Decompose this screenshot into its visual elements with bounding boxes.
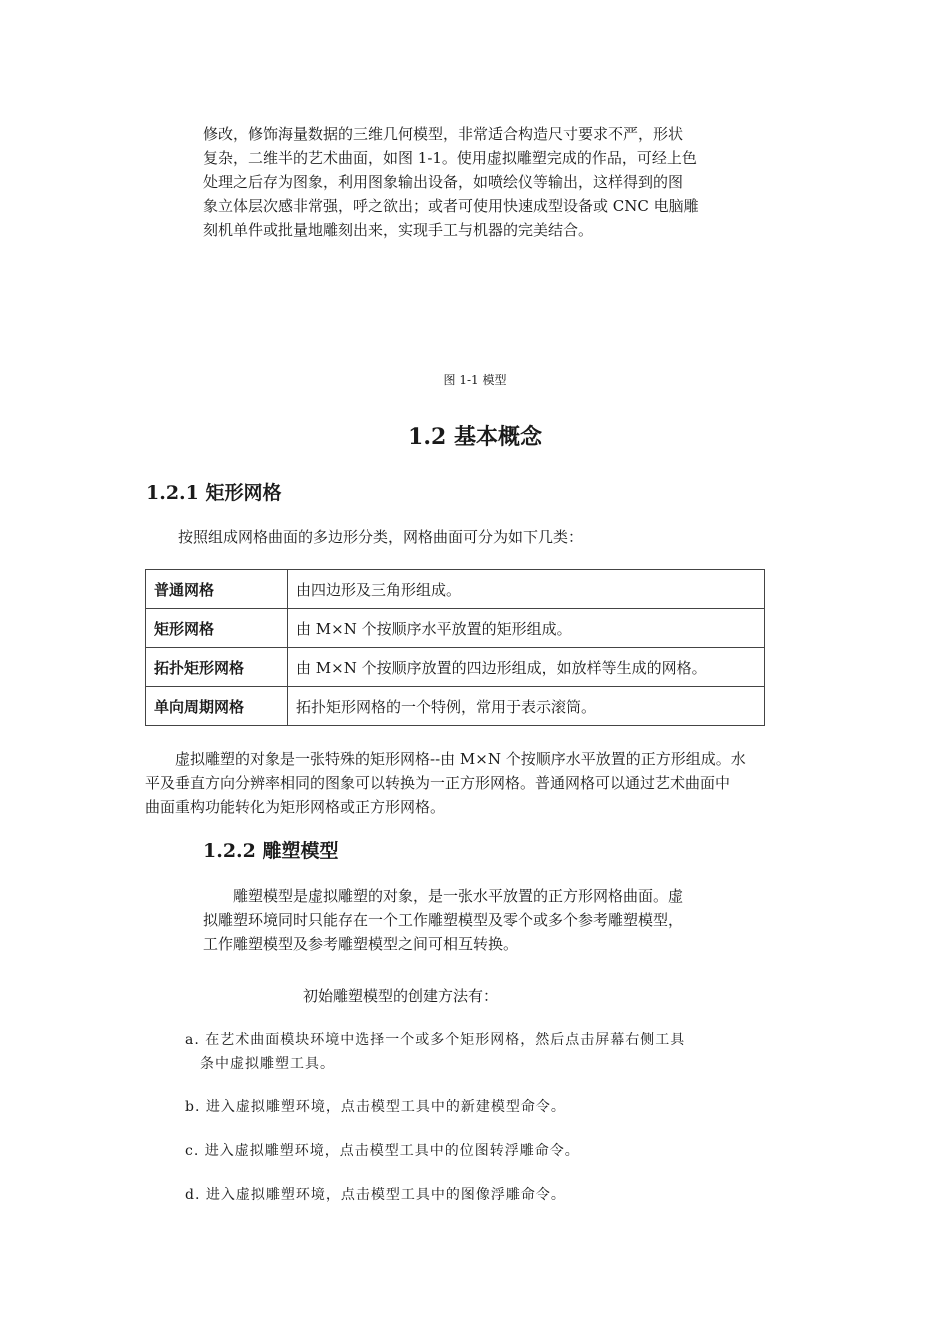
intro-line: 复杂，二维半的艺术曲面，如图 1-1。使用虚拟雕塑完成的作品，可经上色 <box>203 149 697 167</box>
table-desc: 由 M×N 个按顺序放置的四边形组成，如放样等生成的网格。 <box>288 648 765 687</box>
paragraph-line: 曲面重构功能转化为矩形网格或正方形网格。 <box>145 798 446 816</box>
intro-line: 处理之后存为图象，利用图象输出设备，如喷绘仪等输出，这样得到的图 <box>203 173 684 191</box>
list-item <box>185 1139 580 1163</box>
paragraph-line: 平及垂直方向分辨率相同的图象可以转换为一正方形网格。普通网格可以通过艺术曲面中 <box>145 774 731 792</box>
intro-paragraph <box>203 122 748 242</box>
list-item-line: 条中虚拟雕塑工具。 <box>200 1056 335 1072</box>
figure-caption: 图 1-1 模型 <box>443 373 507 387</box>
table-term: 拓扑矩形网格 <box>146 648 288 687</box>
sculpt-model-paragraph <box>203 884 763 956</box>
table-term: 单向周期网格 <box>146 687 288 726</box>
table-row <box>146 687 765 726</box>
table-row <box>146 648 765 687</box>
lead-text: 按照组成网格曲面的多边形分类，网格曲面可分为如下几类： <box>178 528 584 546</box>
creation-methods-intro: 初始雕塑模型的创建方法有： <box>303 987 499 1005</box>
table-row <box>146 570 765 609</box>
subsection-heading-sculpt-model: 1.2.2 雕塑模型 <box>203 840 339 862</box>
table-desc: 由 M×N 个按顺序水平放置的矩形组成。 <box>288 609 765 648</box>
intro-line: 刻机单件或批量地雕刻出来，实现手工与机器的完美结合。 <box>203 221 594 239</box>
paragraph-line: 工作雕塑模型及参考雕塑模型之间可相互转换。 <box>203 935 519 953</box>
grid-types-table <box>145 569 765 726</box>
list-item <box>185 1183 566 1207</box>
rect-grid-paragraph <box>145 747 810 819</box>
list-item <box>185 1028 685 1076</box>
paragraph-line: 虚拟雕塑的对象是一张特殊的矩形网格--由 M×N 个按顺序水平放置的正方形组成。水 <box>145 750 746 768</box>
section-heading: 1.2 基本概念 <box>408 424 542 450</box>
list-item-line: c. 进入虚拟雕塑环境，点击模型工具中的位图转浮雕命令。 <box>185 1143 580 1159</box>
paragraph-line: 雕塑模型是虚拟雕塑的对象，是一张水平放置的正方形网格曲面。虚 <box>203 887 684 905</box>
table-row <box>146 609 765 648</box>
table-desc: 由四边形及三角形组成。 <box>288 570 765 609</box>
list-item-line: a. 在艺术曲面模块环境中选择一个或多个矩形网格，然后点击屏幕右侧工具 <box>185 1032 686 1048</box>
subsection-heading-rect-grid: 1.2.1 矩形网格 <box>146 482 282 504</box>
table-term: 普通网格 <box>146 570 288 609</box>
table-term: 矩形网格 <box>146 609 288 648</box>
table-desc: 拓扑矩形网格的一个特例，常用于表示滚筒。 <box>288 687 765 726</box>
intro-line: 修改，修饰海量数据的三维几何模型，非常适合构造尺寸要求不严，形状 <box>203 125 684 143</box>
paragraph-line: 拟雕塑环境同时只能存在一个工作雕塑模型及零个或多个参考雕塑模型， <box>203 911 684 929</box>
list-item-line: d. 进入虚拟雕塑环境，点击模型工具中的图像浮雕命令。 <box>185 1187 566 1203</box>
list-item <box>185 1095 566 1119</box>
list-item-line: b. 进入虚拟雕塑环境，点击模型工具中的新建模型命令。 <box>185 1099 566 1115</box>
intro-line: 象立体层次感非常强，呼之欲出；或者可使用快速成型设备或 CNC 电脑雕 <box>203 197 699 215</box>
